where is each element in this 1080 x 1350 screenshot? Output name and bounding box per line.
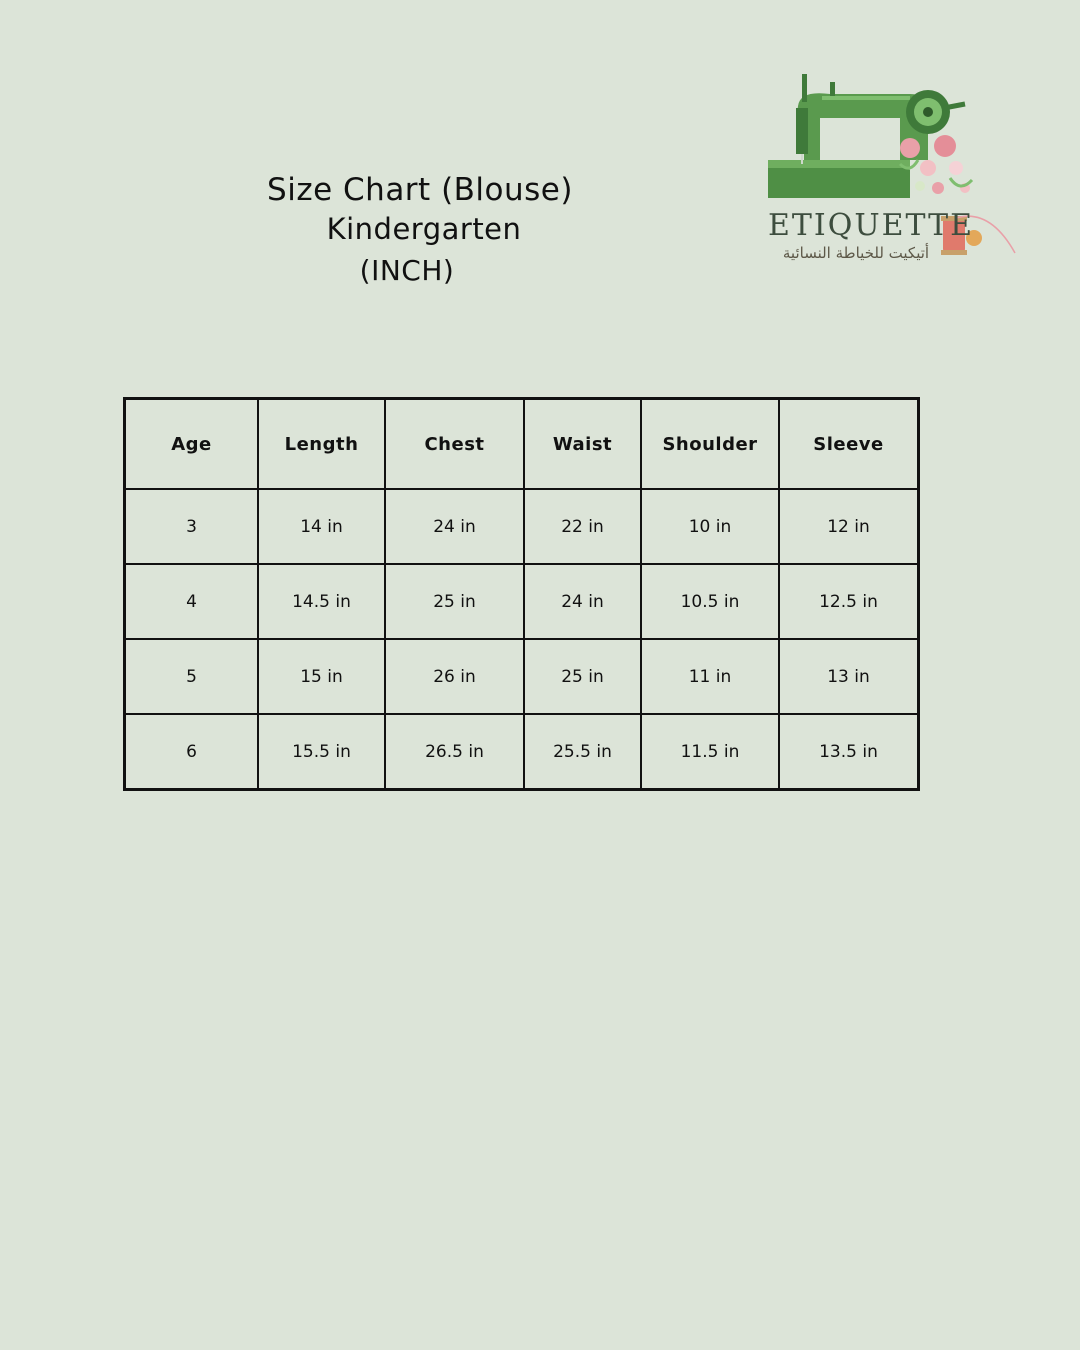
table-cell-waist: 24 in <box>524 564 641 639</box>
table-row <box>125 639 919 714</box>
column-header-sleeve: Sleeve <box>779 399 919 490</box>
table-cell-length: 15 in <box>258 639 385 714</box>
table-row <box>125 489 919 564</box>
table-cell-age: 6 <box>125 714 259 790</box>
table-cell-chest: 25 in <box>385 564 524 639</box>
table-cell-age: 5 <box>125 639 259 714</box>
table-cell-chest: 26.5 in <box>385 714 524 790</box>
table-cell-length: 15.5 in <box>258 714 385 790</box>
table-cell-waist: 25 in <box>524 639 641 714</box>
column-header-chest: Chest <box>385 399 524 490</box>
column-header-waist: Waist <box>524 399 641 490</box>
table-cell-sleeve: 12 in <box>779 489 919 564</box>
brand-wordmark: ETIQUETTE <box>768 208 975 243</box>
table-row <box>125 714 919 790</box>
brand-tagline: أتيكيت للخياطة النسائية <box>782 244 930 262</box>
size-chart-table <box>123 397 920 791</box>
table-cell-shoulder: 11 in <box>641 639 779 714</box>
table-cell-chest: 26 in <box>385 639 524 714</box>
column-header-age: Age <box>125 399 259 490</box>
table-cell-sleeve: 12.5 in <box>779 564 919 639</box>
table-cell-waist: 22 in <box>524 489 641 564</box>
table-row <box>125 564 919 639</box>
table-cell-sleeve: 13 in <box>779 639 919 714</box>
table-cell-length: 14.5 in <box>258 564 385 639</box>
title-line-category: Kindergarten <box>326 212 522 246</box>
table-cell-shoulder: 10.5 in <box>641 564 779 639</box>
table-cell-sleeve: 13.5 in <box>779 714 919 790</box>
table-cell-shoulder: 11.5 in <box>641 714 779 790</box>
table-cell-length: 14 in <box>258 489 385 564</box>
table-cell-age: 4 <box>125 564 259 639</box>
table-cell-shoulder: 10 in <box>641 489 779 564</box>
column-header-shoulder: Shoulder <box>641 399 779 490</box>
brand-logo <box>760 68 1030 273</box>
table-cell-chest: 24 in <box>385 489 524 564</box>
column-header-length: Length <box>258 399 385 490</box>
table-cell-waist: 25.5 in <box>524 714 641 790</box>
page-title <box>240 172 590 287</box>
title-line-chart: Size Chart (Blouse) <box>267 172 573 208</box>
table-cell-age: 3 <box>125 489 259 564</box>
title-line-unit: (INCH) <box>359 254 455 287</box>
table-header-row <box>125 399 919 490</box>
